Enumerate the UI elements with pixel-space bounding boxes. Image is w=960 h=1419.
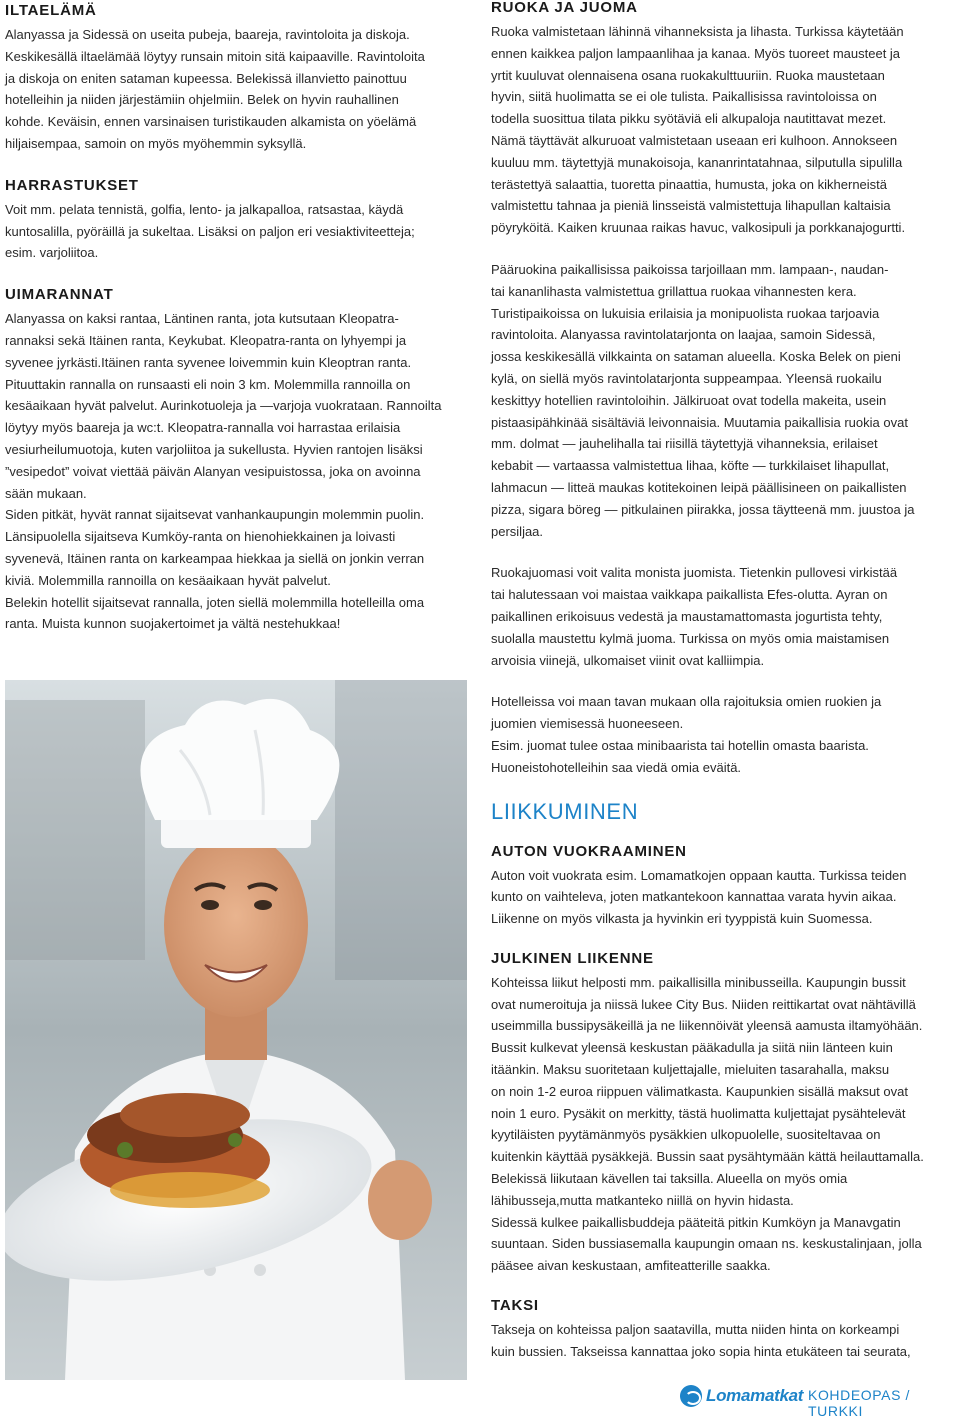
text-line: kuitenkin käyttää pysäkkejä. Bussin saat pysähtymään kättä heilauttamalla.	[491, 1149, 924, 1165]
lomamatkat-logo-icon	[680, 1385, 702, 1407]
text-line: yrtit kuuluvat olennaisena osana ruokakulttuuriin. Ruoka maustetaan	[491, 67, 885, 83]
text-line: Takseja on kohteissa paljon saatavilla, mutta niiden hinta on korkeampi	[491, 1322, 900, 1338]
text-line: kylä, on siellä myös ravintolatarjonta suppeampaa. Yleensä ruokailu	[491, 370, 882, 386]
text-line: ennen kaikkea paljon lampaanlihaa ja kanaa. Myös tuoreet mausteet ja	[491, 45, 901, 61]
text-line: Alanyassa ja Sidessä on useita pubeja, baareja, ravintoloita ja diskoja.	[5, 27, 410, 42]
text-line: kuntosalilla, pyöräillä ja sukeltaa. Lisäksi on paljon eri vesiaktiviteetteja;	[5, 223, 415, 239]
text-line: pizza, sigara böreg — pitkulainen piirakka, jossa täytteenä mm. juustoa ja	[491, 501, 915, 517]
text-line: Liikenne on myös vilkasta ja hyvinkin eri tyyppistä kuin Suomessa.	[491, 911, 873, 927]
text-line: suuntaan. Siden bussiasemalla kaupungin omaan ns. keskustalinjaan, jolla	[491, 1236, 922, 1252]
text-line: persiljaa.	[491, 523, 544, 539]
text-line: kuin bussien. Takseissa kannattaa joko sopia hinta etukäteen tai seurata,	[491, 1343, 911, 1359]
text-line: Bussit kulkevat yleensä keskustan pääkadulla ja siitä niin länteen kuin	[491, 1040, 893, 1056]
text-line: Sidessä kulkee paikallisbuddeja pääteitä pitkin Kumköyn ja Manavgatin	[491, 1214, 901, 1230]
section-heading-julkinen-liikenne: JULKINEN LIIKENNE	[491, 949, 654, 967]
text-line: kebabit — vartaassa valmistettua lihaa, köfte — turkkilaiset lihapullat,	[491, 458, 890, 474]
left-column	[5, 2, 467, 635]
text-line: kunto on vaihteleva, joten matkantekoon kannattaa varata hyvin aikaa.	[491, 889, 897, 905]
section-heading-harrastukset: HARRASTUKSET	[5, 176, 139, 194]
paragraph-auto	[491, 865, 953, 930]
text-line: Nämä täyttävät alkuruoat valmistetaan useaan eri kulhoon. Annokseen	[491, 132, 898, 148]
text-line: hotelleihin ja niiden järjestämiin ohjelmiin. Belek on hyvin rauhallinen	[5, 92, 399, 108]
text-line: Ruoka valmistetaan lähinnä vihanneksista ja lihasta. Turkissa käytetään	[491, 24, 904, 39]
chef-with-dish-icon	[5, 680, 467, 1380]
text-line: tai halutessaan voi maistaa vaikkapa paikallista Efes-olutta. Ayran on	[491, 587, 888, 603]
text-line: terästettyä salaattia, tuoretta pinaattia, humusta, joka on kikherneistä	[491, 176, 888, 192]
paragraph-taksi	[491, 1319, 953, 1363]
logo-text: Lomamatkat	[706, 1386, 804, 1405]
text-line: juomien viemisessä huoneeseen.	[491, 716, 684, 732]
text-line: pöyryköitä. Kaiken kruunaa raikas havuc, valkosipuli ja porkkanajogurtti.	[491, 220, 906, 236]
section-heading-liikkuminen: LIIKKUMINEN	[491, 798, 639, 824]
text-line: ravintoloita. Alanyassa ravintolatarjonta on laajaa, samoin Sidessä,	[491, 327, 876, 343]
text-line: kyytiläisten pyytämänmyös pysäkkien ulkopuolelle, suositeltavaa on	[491, 1127, 881, 1143]
text-line: todella suosittua tilata pikku syötäviä eli alkupaloja nautittavat mezet.	[491, 111, 887, 127]
lomamatkat-logo	[680, 1385, 803, 1407]
guide-label: KOHDEOPAS / TURKKI	[808, 1387, 911, 1419]
text-line: itäänkin. Maksu suoritetaan kuljettajalle, mieluiten tasarahalla, maksu	[491, 1062, 890, 1078]
section-heading-uimarannat: UIMARANNAT	[5, 286, 114, 304]
text-line: noin 1 euro. Pysäkit on merkitty, tästä huolimatta kuljettajat pysähtelevät	[491, 1105, 906, 1121]
chef-photo	[5, 680, 467, 1380]
paragraph-ruoka-4	[491, 691, 953, 778]
text-line: keskittyy hotellien ravintoloihin. Jälkiruoat ovat todella makeita, usein	[491, 392, 887, 408]
section-heading-taksi: TAKSI	[491, 1297, 539, 1315]
paragraph-julkinen	[491, 972, 953, 1277]
text-line: kohde. Keväisin, ennen varsinaisen turistikauden alkamista on yöelämä	[5, 114, 417, 130]
text-line: Auton voit vuokrata esim. Lomamatkojen oppaan kautta. Turkissa teiden	[491, 867, 907, 883]
text-line: vesiurheilumuotoja, kuten varjoliitoa ja sukellusta. Hyvien rantojen lisäksi	[5, 441, 423, 457]
text-line: jossa keskikesällä vilkkainta on sataman alueella. Koska Belek on pieni	[491, 349, 901, 365]
text-line: esim. varjoliitoa.	[5, 245, 99, 261]
paragraph-uimarannat	[5, 308, 467, 635]
text-line: rannaksi sekä Itäinen ranta, Keykubat. Kleopatra-ranta on lyhyempi ja	[5, 332, 407, 348]
text-line: on noin 1-2 euroa riippuen välimatkasta. Kaupunkien sisällä maksut ovat	[491, 1083, 908, 1099]
text-line: Pituuttakin rannalla on runsaasti eli noin 3 km. Molemmilla rannoilla on	[5, 376, 411, 392]
text-line: Alanyassa on kaksi rantaa, Läntinen ranta, jota kutsutaan Kleopatra-	[5, 311, 399, 327]
text-line: syvenee jyrkästi.Itäinen ranta syvenee loivemmin kuin Kleoptran ranta.	[5, 354, 412, 370]
text-line: hyvin, siitä huolimatta se ei ole tulista. Paikallisissa ravintoloissa on	[491, 89, 877, 105]
text-line: Hotelleissa voi maan tavan mukaan olla rajoituksia omien ruokien ja	[491, 694, 882, 710]
text-line: Ruokajuomasi voit valita monista juomista. Tietenkin pullovesi virkistää	[491, 565, 898, 581]
text-line: Pääruokina paikallisissa paikoissa tarjoillaan mm. lampaan-, naudan-	[491, 261, 889, 277]
text-line: Belekin hotellit sijaitsevat rannalla, joten siellä molemmilla hotelleilla oma	[5, 594, 425, 610]
text-line: Keskikesällä iltaelämää löytyy runsain mitoin sitä kaipaaville. Ravintoloita	[5, 48, 425, 64]
text-line: mm. dolmat — jauhelihalla tai riisillä täytettyjä vihanneksia, erilaiset	[491, 436, 878, 452]
text-line: kesäaikaan hyvät palvelut. Aurinkotuoleja ja —varjoja vuokrataan. Rannoilta	[5, 398, 442, 414]
text-line: ranta. Muista kunnon suojakertoimet ja vältä nestehukkaa!	[5, 616, 341, 632]
text-line: kiviä. Molemmilla rannoilla on kesäaikaan hyvät palvelut.	[5, 572, 331, 588]
section-heading-iltaelama: ILTAELÄMÄ	[5, 2, 97, 19]
text-line: pääsee aivan keskustaan, amfiteatterille saakka.	[491, 1258, 771, 1274]
text-line: Turistipaikoissa on lukuisia erilaisia ja monipuolista ruokaa tarjoavia	[491, 305, 880, 321]
text-line: hiljaisempaa, samoin on myös myöhemmin syksyllä.	[5, 135, 307, 151]
text-line: ja diskoja on eniten sataman kupeessa. Belekissä illanvietto painottuu	[5, 70, 407, 86]
text-line: arvoisia viinejä, ulkomaiset viinit ovat kalliimpia.	[491, 652, 765, 668]
text-line: Esim. juomat tulee ostaa minibaarista tai hotellin omasta baarista.	[491, 737, 869, 753]
text-line: Siden pitkät, hyvät rannat sijaitsevat vanhankaupungin molemmin puolin.	[5, 507, 425, 523]
text-line: lahmacun — litteä maukas kotitekoinen leipä päällisineen on paikallisten	[491, 479, 907, 495]
paragraph-iltaelama	[5, 24, 467, 155]
text-line: pistaasipähkinää sisältäviä leivonnaisia. Muutamia paikallisia ruokia ovat	[491, 414, 908, 430]
text-line: lähibusseja,mutta matkanteko niillä on hyvin hidasta.	[491, 1192, 794, 1208]
right-column	[491, 0, 953, 1363]
text-line: valmistettu tahnaa ja pieniä linsseistä valmistettuja lihapullan kaltaisia	[491, 198, 891, 214]
text-line: Kohteissa liikut helposti mm. paikallisilla minibusseilla. Kaupungin bussit	[491, 974, 906, 990]
text-line: Voit mm. pelata tennistä, golfia, lento- ja jalkapalloa, ratsastaa, käydä	[5, 201, 404, 217]
text-line: löytyy myös baareja ja wc:t. Kleopatra-rannalla voi harrastaa erilaisia	[5, 420, 401, 436]
section-heading-ruoka-ja-juoma: RUOKA JA JUOMA	[491, 0, 638, 16]
paragraph-ruoka-1	[491, 21, 953, 239]
text-line: Huoneistohotelleihin saa viedä omia eväitä.	[491, 759, 742, 775]
text-line: ”vesipedot” voivat viettää päivän Alanyan vesipuistossa, joka on avoinna	[5, 463, 421, 479]
text-line: ovat numeroituja ja niissä lukee City Bus. Niiden reittikartat ovat nähtävillä	[491, 996, 916, 1012]
text-line: kuuluu mm. täytettyjä munakoisoja, kananrintatahnaa, silputulla sipulilla	[491, 154, 903, 170]
footer	[680, 1385, 960, 1419]
section-heading-auton-vuokraaminen: AUTON VUOKRAAMINEN	[491, 842, 687, 860]
paragraph-ruoka-2	[491, 259, 953, 542]
text-line: suolalla maustettu kylmä juoma. Turkissa on myös omia maistamisen	[491, 630, 890, 646]
text-line: tai kananlihasta valmistettua grillattua ruokaa vihannesten kera.	[491, 283, 857, 299]
text-line: sään mukaan.	[5, 485, 87, 501]
text-line: Länsipuolella sijaitseva Kumköy-ranta on hienohiekkainen ja loivasti	[5, 529, 396, 545]
paragraph-ruoka-3	[491, 562, 953, 671]
text-line: Belekissä liikutaan kävellen tai taksilla. Alueella on myös omia	[491, 1171, 848, 1187]
text-line: syvenevä, Itäinen ranta on karkeampaa hiekkaa ja siellä on jonkin verran	[5, 550, 425, 566]
paragraph-harrastukset	[5, 199, 467, 264]
text-line: useimmilla bussipysäkeillä ja ne liikennöivät yleensä aamusta iltamyöhään.	[491, 1018, 923, 1034]
text-line: paikallinen erikoisuus vedestä ja maustamattomasta jogurtista tehty,	[491, 608, 883, 624]
